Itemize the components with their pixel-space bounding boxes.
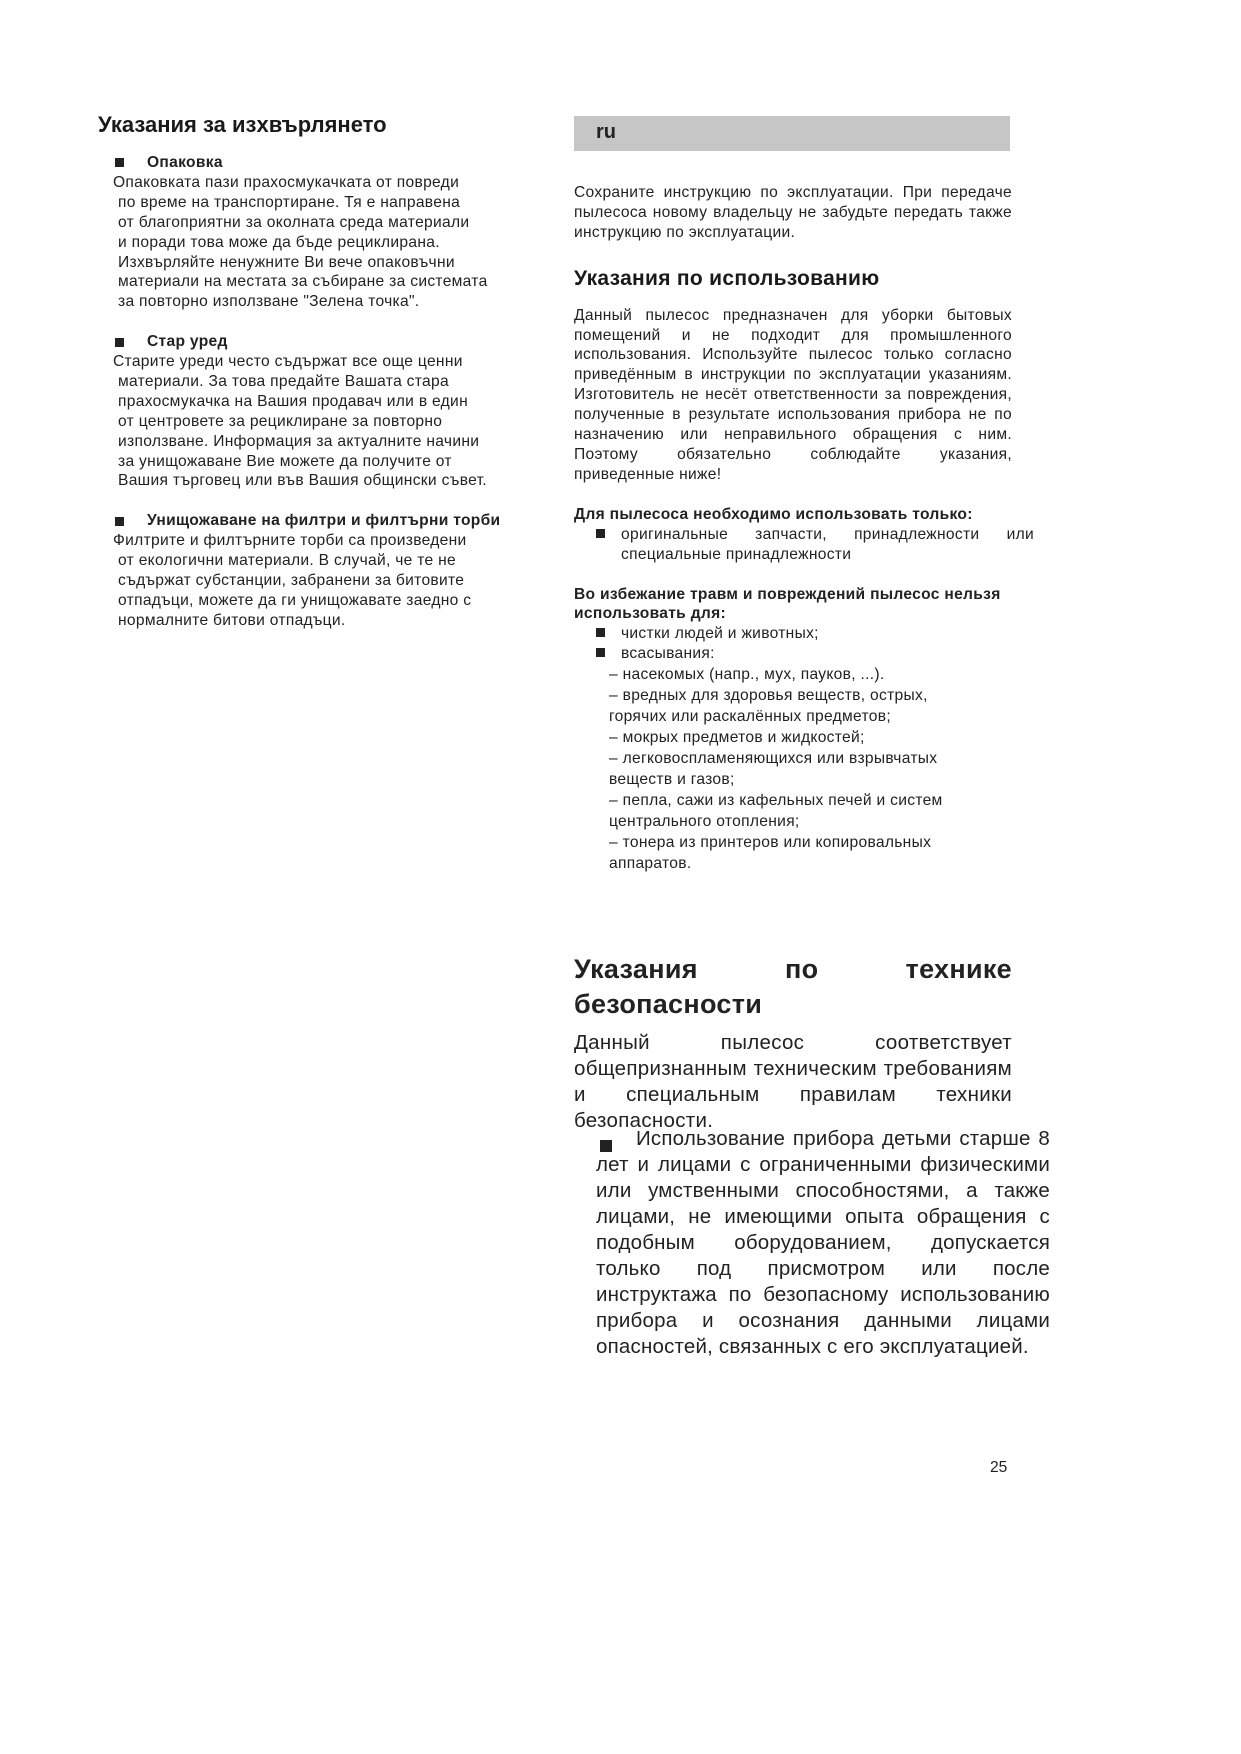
intro-text: Сохраните инструкцию по эксплуатации. При передаче пылесоса новому владельцу не забудьте передать также инструкцию по эксплуатации. <box>574 184 1012 241</box>
bullet-icon <box>115 517 124 526</box>
sub-item: – насекомых (напр., мух, пауков, ...). <box>609 666 885 684</box>
text-line: за унищожаване Вие можете да получите от <box>118 452 452 470</box>
usage-heading: Указания по использованию <box>574 266 880 290</box>
text-line: от екологични материали. В случай, че те не <box>118 552 457 570</box>
section-title: Стар уред <box>113 332 543 352</box>
list-item: всасывания: <box>574 644 1012 664</box>
sub-item: – пепла, сажи из кафельных печей и систем центрального отопления; <box>609 792 943 831</box>
disposal-heading: Указания за изхвърлянето <box>98 112 387 137</box>
disposal-section <box>113 511 543 630</box>
text-line: за повторно използване "Зелена точка". <box>118 293 420 311</box>
usage-text: Данный пылесос предназначен для уборки бытовых помещений и не подходит для промышленного использования. Используйте пылесос только согласно приведённым в инструкции по эксплуатации указаниям. Изготовитель не несёт ответственности за повреждения, полученные в результате использования прибора не по назначению или неправильного обращения с ним. Поэтому обязательно соблюдайте указания, приведенные ниже! <box>574 306 1012 483</box>
safety-text: Данный пылесос соответствует общепризнанным техническим требованиям и специальным правилам техники безопасности. <box>574 1031 1012 1132</box>
text-line: Опаковката пази прахосмукачката от повреди <box>113 173 460 191</box>
text-line: отпадъци, можете да ги унищожавате заедно с <box>118 591 472 609</box>
text-line: от центровете за рециклиране за повторно <box>118 412 443 430</box>
safety-section <box>574 952 1050 1360</box>
sub-item: – вредных для здоровья веществ, острых, горячих или раскалённых предметов; <box>609 687 928 726</box>
only-heading: Для пылесоса необходимо использовать только: <box>574 505 973 523</box>
text-line: нормалните битови отпадъци. <box>118 611 346 629</box>
bullet-icon <box>596 648 605 657</box>
text-line: от благоприятни за околната среда материали <box>118 213 470 231</box>
list-item: чистки людей и животных; <box>574 624 1012 644</box>
text-line: Старите уреди често съдържат все още ценни <box>113 353 463 371</box>
safety-item-text: Использование прибора детьми старше 8 лет и лицами с ограниченными физическими или умственными способностями, а также лицами, не имеющими опыта обращения с подобным оборудованием, допускается только под присмотром или после инструктажа по безопасному использованию прибора и осознания данными лицами опасностей, связанных с его эксплуатацией. <box>596 1127 1050 1358</box>
disposal-section <box>113 153 543 312</box>
bullet-icon <box>596 628 605 637</box>
disposal-sections <box>113 153 543 631</box>
sub-item: – тонера из принтеров или копировальных аппаратов. <box>609 834 932 873</box>
text-line: използване. Информация за актуалните начини <box>118 432 480 450</box>
sub-item: – мокрых предметов и жидкостей; <box>609 729 865 747</box>
bullet-icon <box>596 529 605 538</box>
bullet-icon <box>115 158 124 167</box>
text-line: съдържат субстанции, забранени за битовите <box>118 572 465 589</box>
text-line: Изхвърляйте ненужните Ви вече опаковъчни <box>118 253 455 271</box>
page-number: 25 <box>990 1459 1008 1476</box>
section-title: Опаковка <box>113 153 543 173</box>
disposal-section <box>113 332 543 491</box>
section-title: Унищожаване на филтри и филтърни торби <box>113 511 543 531</box>
text-line: материали на местата за събиране за системата <box>118 273 488 291</box>
text-line: материали. За това предайте Вашата стара <box>118 372 449 390</box>
safety-heading: Указания по технике безопасности <box>574 954 1012 1019</box>
bullet-icon <box>600 1140 612 1152</box>
forbid-heading: Во избежание травм и повреждений пылесос нельзя использовать для: <box>574 585 1001 623</box>
language-tag: ru <box>574 116 1010 151</box>
text-line: и поради това може да бъде рециклирана. <box>118 233 440 251</box>
right-column <box>574 183 1034 874</box>
text-line: Вашия търговец или във Вашия общински съвет. <box>118 472 487 490</box>
list-item: оригинальные запчасти, принадлежности или специальные принадлежности <box>574 525 1012 565</box>
text-line: по време на транспортиране. Тя е направена <box>118 193 461 211</box>
text-line: Филтрите и филтърните торби са произведени <box>113 532 467 550</box>
sub-item: – легковоспламеняющихся или взрывчатых веществ и газов; <box>609 750 938 789</box>
bullet-icon <box>115 338 124 347</box>
text-line: прахосмукачка на Вашия продавач или в един <box>118 392 468 410</box>
